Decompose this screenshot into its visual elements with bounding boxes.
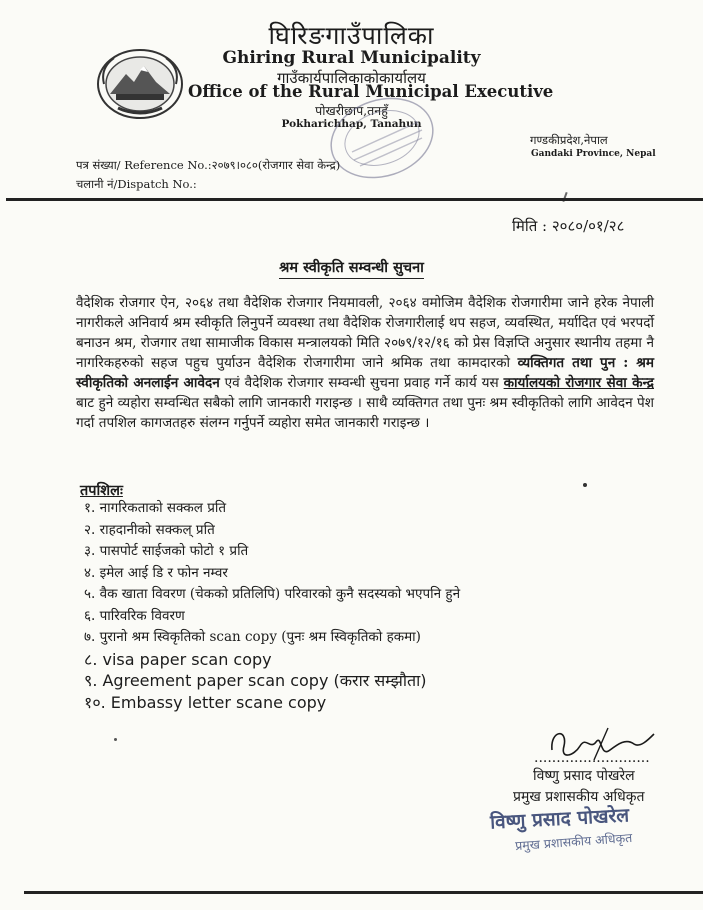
letter-subject [0, 257, 703, 277]
signatory-name: विष्णु प्रसाद पोखरेल [533, 768, 635, 784]
address-nepali: पोखरीछाप,तनहुँ [315, 103, 388, 118]
list-item: ६. पारिवरिक विवरण [84, 607, 185, 624]
body-text-3: बाट हुने व्यहोरा सम्वन्धित सबैको लागि जानकारी गराइन्छ । साथै व्यक्तिगत तथा पुनः श्रम स्वीकृतिको लागि आवेदन पेश गर्दा तपशिल कागजतहरु संलग्न गर्नुपर्ने व्यहोरा समेत जानकारी गराइन्छ । [76, 395, 654, 431]
list-item: ७. पुरानो श्रम स्विकृतिको scan copy (पुनः श्रम स्विकृतिको हकमा) [84, 629, 421, 645]
office-name-nepali: गाउँकार्यपालिकाकोकार्यालय [277, 69, 426, 87]
header-divider [6, 198, 703, 201]
body-bold-text: व्यक्तिगत तथा पुन : श्रम स्वीकृतिको अनलाईन आवेदन [76, 355, 654, 391]
subject-text: श्रम स्वीकृति सम्वन्धी सुचना [279, 259, 424, 279]
list-item: ९. Agreement paper scan copy (करार सम्झौता) [84, 671, 427, 690]
requirements-list [84, 498, 460, 713]
body-text-2: एवं वैदेशिक रोजगार सम्वन्धी सुचना प्रवाह गर्ने कार्य यस [219, 375, 504, 391]
dispatch-number: चलानी नं/Dispatch No.: [76, 177, 197, 191]
list-item: १०. Embassy letter scane copy [84, 692, 327, 712]
office-name-english: Office of the Rural Municipal Executive [188, 82, 554, 101]
letter-body [76, 293, 654, 433]
list-item: २. राहदानीको सक्कल् प्रति [84, 521, 215, 538]
ink-dot [114, 738, 117, 741]
ink-dot [583, 483, 587, 487]
list-item: ४. इमेल आई डि र फोन नम्वर [84, 564, 228, 581]
list-item: ८. visa paper scan copy [84, 649, 272, 669]
list-item: १. नागरिकताको सक्कल प्रति [84, 500, 227, 516]
signatory-designation: प्रमुख प्रशासकीय अधिकृत [513, 789, 645, 805]
reference-number: पत्र संख्या/ Reference No.:२०७९।०८०(रोजगार सेवा केन्द्र) [76, 158, 341, 172]
footer-divider [24, 891, 703, 894]
body-text-1: वैदेशिक रोजगार ऐन, २०६४ तथा वैदेशिक रोजगार नियमावली, २०६४ वमोजिम वैदेशिक रोजगारीमा जाने हरेक नेपाली नागरीकले अनिवार्य श्रम स्वीकृति लिनुपर्ने व्यवस्था तथा वैदेशिक रोजगारीलाई थप सहज, व्यवस्थित, मर्यादित एवं भरपर्दो बनाउन श्रम, रोजगार तथा सामाजीक विकास मन्त्रालयको मिति २०७९/१२/१६ को प्रेस विज्ञप्ति अनुसार स्थानीय तहमा नै नागरिकहरुको सहज पहुच पुर्याउन वैदेशिक रोजगारीमा जाने श्रमिक तथा कामदारको [76, 295, 654, 371]
signature-dots: .......................... [534, 750, 650, 766]
address-english: Pokharichhap, Tanahun [281, 118, 422, 130]
requirements-heading: तपशिलः [80, 482, 123, 499]
province-nepali: गण्डकीप्रदेश,नेपाल [530, 133, 608, 147]
name-stamp: विष्णु प्रसाद पोखरेल [489, 804, 630, 834]
letter-date: मिति : २०८०/०१/२८ [512, 217, 625, 235]
body-underlined-text: कार्यालयको रोजगार सेवा केन्द्र [503, 375, 654, 391]
signature-scribble-icon [530, 720, 660, 772]
list-item: ३. पासपोर्ट साईजको फोटो १ प्रति [84, 543, 249, 559]
municipality-name-english: Ghiring Rural Municipality [222, 48, 481, 68]
municipality-name-nepali: घिरिङगाउँपालिका [268, 21, 435, 50]
list-item: ५. वैक खाता विवरण (चेकको प्रतिलिपि) परिवारको कुनै सदस्यको भएपनि हुने [84, 586, 461, 602]
designation-stamp: प्रमुख प्रशासकीय अधिकृत [514, 829, 633, 854]
province-english: Gandaki Province, Nepal [531, 149, 656, 159]
